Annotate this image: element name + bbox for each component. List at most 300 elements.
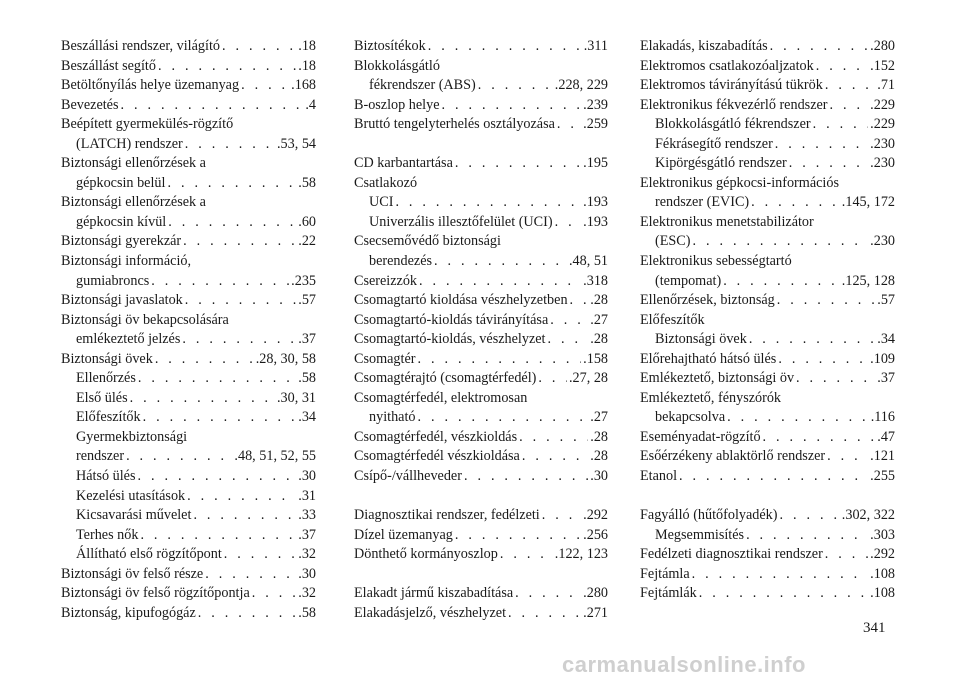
dot-leader	[143, 408, 297, 428]
entry-page-ref[interactable]: .27	[590, 311, 608, 328]
site-watermark: carmanualsonline.info	[562, 652, 806, 677]
dot-leader	[538, 369, 567, 389]
index-column-3	[640, 37, 895, 604]
dot-leader	[155, 350, 254, 370]
index-subentry[interactable]	[61, 408, 316, 428]
index-subentry[interactable]	[354, 76, 608, 96]
entry-term: nyitható	[369, 409, 416, 426]
page-number: 341	[863, 620, 886, 636]
entry-page-ref[interactable]: .4	[305, 96, 316, 113]
entry-page-ref[interactable]: .30	[298, 565, 316, 582]
entry-term: Beépített gyermekülés-rögzítő	[61, 116, 234, 133]
index-subentry	[61, 428, 316, 448]
index-entry[interactable]	[61, 232, 316, 252]
index-entry	[61, 193, 316, 213]
entry-term: Első ülés	[76, 389, 128, 406]
index-subentry[interactable]	[61, 526, 316, 546]
entry-term: Kezelési utasítások	[76, 487, 186, 504]
entry-page-ref[interactable]: .122, 123	[554, 546, 608, 563]
entry-term: Csípő-/vállheveder	[354, 468, 462, 485]
entry-term: B-oszlop helye	[354, 96, 440, 113]
index-entry[interactable]	[354, 506, 608, 526]
entry-page-ref[interactable]: .292	[870, 546, 895, 563]
dot-leader	[241, 76, 289, 96]
entry-term: Fékrásegítő rendszer	[655, 135, 773, 152]
dot-leader	[187, 487, 296, 507]
index-subentry[interactable]	[61, 369, 316, 389]
entry-term: CD karbantartása	[354, 155, 453, 172]
index-entry[interactable]	[354, 291, 608, 311]
dot-leader	[763, 428, 876, 448]
index-entry[interactable]	[61, 76, 316, 96]
dot-leader	[515, 584, 581, 604]
index-entry	[640, 213, 895, 233]
entry-page-ref[interactable]: .280	[583, 585, 608, 602]
entry-term: UCI	[369, 194, 394, 211]
index-subentry[interactable]	[640, 526, 895, 546]
entry-page-ref[interactable]: .235	[291, 272, 316, 289]
index-subentry[interactable]	[640, 232, 895, 252]
index-entry	[354, 232, 608, 252]
entry-page-ref[interactable]: .48, 51, 52, 55	[234, 448, 316, 465]
entry-term: Csomagtérfedél, elektromosan	[354, 389, 528, 406]
index-entry[interactable]	[640, 447, 895, 467]
entry-page-ref[interactable]: .303	[870, 526, 895, 543]
entry-term: Állítható első rögzítőpont	[76, 546, 222, 563]
dot-leader	[789, 154, 868, 174]
entry-term: Betöltőnyílás helye üzemanyag	[61, 77, 240, 94]
index-entry[interactable]	[354, 96, 608, 116]
dot-leader	[547, 330, 588, 350]
entry-page-ref[interactable]: .28	[590, 428, 608, 445]
index-column-1	[61, 37, 316, 623]
index-subentry[interactable]	[61, 272, 316, 292]
entry-term: Elakadt jármű kiszabadítása	[354, 585, 514, 602]
dot-leader	[827, 447, 868, 467]
index-subentry[interactable]	[61, 174, 316, 194]
index-entry[interactable]	[640, 76, 895, 96]
index-column-2	[354, 37, 608, 623]
dot-leader	[395, 193, 581, 213]
entry-term: Elektronikus gépkocsi-információs	[640, 174, 839, 191]
index-entry[interactable]	[640, 37, 895, 57]
dot-leader	[183, 232, 296, 252]
index-entry[interactable]	[354, 311, 608, 331]
index-entry[interactable]	[640, 545, 895, 565]
index-entry[interactable]	[354, 330, 608, 350]
dot-leader	[185, 135, 275, 155]
entry-term: Csomagtérfedél vészkioldása	[354, 448, 520, 465]
index-subentry[interactable]	[354, 252, 608, 272]
index-entry[interactable]	[640, 584, 895, 604]
entry-term: Csomagtérfedél, vészkioldás	[354, 428, 518, 445]
index-entry[interactable]	[354, 115, 608, 135]
entry-page-ref[interactable]: .280	[870, 38, 895, 54]
entry-term: Blokkolásgátló	[354, 57, 440, 74]
entry-term: Kipörgésgátló rendszer	[655, 155, 787, 172]
dot-leader	[557, 115, 581, 135]
entry-page-ref[interactable]: .58	[298, 174, 316, 191]
index-entry[interactable]	[354, 37, 608, 57]
entry-page-ref[interactable]: .271	[583, 604, 608, 621]
dot-leader	[428, 37, 582, 57]
entry-page-ref[interactable]: .30	[590, 468, 608, 485]
dot-leader	[777, 291, 876, 311]
index-entry[interactable]	[354, 428, 608, 448]
entry-term: Univerzális illesztőfelület (UCI)	[369, 213, 553, 230]
dot-leader	[813, 115, 869, 135]
dot-leader	[749, 330, 875, 350]
index-subentry[interactable]	[640, 408, 895, 428]
index-subentry[interactable]	[61, 545, 316, 565]
entry-term: Biztonsági öv felső rögzítőpontja	[61, 585, 250, 602]
dot-leader	[464, 467, 588, 487]
entry-term: Fagyálló (hűtőfolyadék)	[640, 507, 778, 524]
entry-page-ref[interactable]: .30, 31	[276, 389, 316, 406]
index-entry	[61, 311, 316, 331]
dot-leader	[692, 565, 869, 585]
dot-leader	[746, 526, 868, 546]
entry-term: Bevezetés	[61, 96, 119, 113]
entry-page-ref[interactable]: .37	[877, 370, 895, 387]
dot-leader	[121, 96, 304, 116]
entry-term: Kicsavarási művelet	[76, 507, 192, 524]
entry-term: (LATCH) rendszer	[76, 135, 183, 152]
entry-term: Elektronikus menetstabilizátor	[640, 213, 814, 230]
dot-leader	[727, 408, 869, 428]
dot-leader	[130, 389, 275, 409]
entry-page-ref[interactable]: .121	[870, 448, 895, 465]
entry-page-ref[interactable]: .230	[870, 155, 895, 172]
dot-leader	[252, 584, 297, 604]
dot-leader	[198, 604, 297, 624]
dot-leader	[138, 369, 296, 389]
index-entry[interactable]	[354, 154, 608, 174]
entry-page-ref[interactable]: .32	[298, 546, 316, 563]
entry-page-ref[interactable]: .28, 30, 58	[255, 350, 316, 367]
entry-term: Elektromos csatlakozóaljzatok	[640, 57, 814, 74]
entry-page-ref[interactable]: .108	[870, 565, 895, 582]
entry-term: Elektronikus sebességtartó	[640, 253, 792, 270]
section-gap	[354, 487, 608, 507]
dot-leader	[158, 57, 296, 77]
entry-page-ref[interactable]: .125, 128	[841, 272, 895, 289]
entry-term: Biztonsági övek	[61, 350, 153, 367]
dot-leader	[185, 291, 297, 311]
index-subentry[interactable]	[61, 487, 316, 507]
dot-leader	[692, 232, 868, 252]
entry-term: rendszer	[76, 448, 125, 465]
index-entry[interactable]	[61, 565, 316, 585]
index-subentry[interactable]	[61, 213, 316, 233]
index-entry[interactable]	[61, 37, 316, 57]
entry-page-ref[interactable]: .37	[298, 526, 316, 543]
entry-page-ref[interactable]: .71	[877, 77, 895, 94]
entry-term: Elakadásjelző, vészhelyzet	[354, 604, 507, 621]
index-entry[interactable]	[640, 369, 895, 389]
dot-leader	[419, 272, 581, 292]
index-entry[interactable]	[640, 565, 895, 585]
entry-term: Csecsemővédő biztonsági	[354, 233, 501, 250]
index-entry	[640, 311, 895, 331]
entry-page-ref[interactable]: .58	[298, 370, 316, 387]
entry-page-ref[interactable]: .168	[291, 77, 316, 94]
entry-term: bekapcsolva	[655, 409, 726, 426]
index-subentry[interactable]	[640, 193, 895, 213]
entry-term: gépkocsin belül	[76, 174, 166, 191]
index-entry	[640, 174, 895, 194]
entry-page-ref[interactable]: .22	[298, 233, 316, 250]
entry-term: Diagnosztikai rendszer, fedélzeti	[354, 507, 540, 524]
entry-page-ref[interactable]: .28	[590, 448, 608, 465]
entry-page-ref[interactable]: .58	[298, 604, 316, 621]
entry-term: Elektronikus fékvezérlő rendszer	[640, 96, 828, 113]
dot-leader	[570, 291, 589, 311]
index-entry[interactable]	[354, 604, 608, 624]
entry-page-ref[interactable]: .53, 54	[276, 135, 316, 152]
entry-term: Elakadás, kiszabadítás	[640, 38, 768, 54]
dot-leader	[417, 350, 581, 370]
entry-term: fékrendszer (ABS)	[369, 77, 476, 94]
index-subentry[interactable]	[354, 213, 608, 233]
entry-page-ref[interactable]: .31	[298, 487, 316, 504]
entry-term: Csomagtérajtó (csomagtérfedél)	[354, 370, 537, 387]
index-entry[interactable]	[354, 526, 608, 546]
entry-page-ref[interactable]: .195	[583, 155, 608, 172]
entry-term: Fejtámlák	[640, 585, 697, 602]
dot-leader	[140, 526, 296, 546]
index-entry	[640, 389, 895, 409]
entry-term: Etanol	[640, 468, 678, 485]
dot-leader	[455, 526, 581, 546]
index-entry[interactable]	[61, 350, 316, 370]
index-entry	[354, 389, 608, 409]
entry-term: Hátsó ülés	[76, 468, 136, 485]
entry-page-ref[interactable]: .239	[583, 96, 608, 113]
dot-leader	[418, 408, 589, 428]
entry-page-ref[interactable]: .34	[298, 409, 316, 426]
section-gap	[354, 135, 608, 155]
entry-term: Elektromos távirányítású tükrök	[640, 77, 823, 94]
dot-leader	[550, 311, 588, 331]
index-subentry[interactable]	[354, 193, 608, 213]
entry-page-ref[interactable]: .116	[870, 409, 895, 426]
entry-page-ref[interactable]: .255	[870, 468, 895, 485]
entry-page-ref[interactable]: .230	[870, 233, 895, 250]
dot-leader	[723, 272, 840, 292]
entry-page-ref[interactable]: .152	[870, 57, 895, 74]
entry-page-ref[interactable]: .302, 322	[841, 507, 895, 524]
entry-page-ref[interactable]: .37	[298, 331, 316, 348]
index-entry[interactable]	[354, 467, 608, 487]
entry-page-ref[interactable]: .193	[583, 213, 608, 230]
entry-term: emlékeztető jelzés	[76, 331, 181, 348]
entry-page-ref[interactable]: .311	[583, 38, 608, 54]
dot-leader	[224, 545, 296, 565]
dot-leader	[780, 506, 840, 526]
index-entry[interactable]	[640, 57, 895, 77]
entry-term: (ESC)	[655, 233, 691, 250]
entry-page-ref[interactable]: .27	[590, 409, 608, 426]
entry-term: Dízel üzemanyag	[354, 526, 453, 543]
entry-page-ref[interactable]: .28	[590, 331, 608, 348]
entry-page-ref[interactable]: .18	[298, 57, 316, 74]
entry-term: Emlékeztető, fényszórók	[640, 389, 782, 406]
index-entry	[61, 154, 316, 174]
entry-page-ref[interactable]: .32	[298, 585, 316, 602]
entry-term: rendszer (EVIC)	[655, 194, 750, 211]
entry-page-ref[interactable]: .145, 172	[841, 194, 895, 211]
index-subentry[interactable]	[640, 135, 895, 155]
entry-page-ref[interactable]: .158	[583, 350, 608, 367]
index-entry[interactable]	[354, 369, 608, 389]
index-subentry[interactable]	[61, 447, 316, 467]
entry-page-ref[interactable]: .33	[298, 507, 316, 524]
index-subentry[interactable]	[640, 115, 895, 135]
index-entry[interactable]	[640, 291, 895, 311]
index-subentry[interactable]	[61, 330, 316, 350]
entry-term: gumiabroncs	[76, 272, 150, 289]
entry-term: Dönthető kormányoszlop	[354, 546, 498, 563]
index-entry	[640, 252, 895, 272]
entry-page-ref[interactable]: .229	[870, 96, 895, 113]
dot-leader	[205, 565, 296, 585]
entry-page-ref[interactable]: .47	[877, 428, 895, 445]
dot-leader	[193, 506, 296, 526]
index-entry[interactable]	[640, 96, 895, 116]
entry-page-ref[interactable]: .18	[298, 38, 316, 54]
dot-leader	[168, 213, 296, 233]
entry-term: Csomagtartó-kioldás, vészhelyzet	[354, 331, 546, 348]
dot-leader	[699, 584, 868, 604]
index-entry[interactable]	[61, 584, 316, 604]
dot-leader	[434, 252, 567, 272]
dot-leader	[825, 545, 868, 565]
entry-page-ref[interactable]: .28	[590, 292, 608, 309]
index-entry[interactable]	[61, 291, 316, 311]
dot-leader	[167, 174, 296, 194]
entry-page-ref[interactable]: .229	[870, 116, 895, 133]
entry-term: Csatlakozó	[354, 174, 418, 191]
index-subentry[interactable]	[61, 389, 316, 409]
entry-page-ref[interactable]: .230	[870, 135, 895, 152]
entry-term: Előfeszítők	[640, 311, 705, 328]
entry-term: Bruttó tengelyterhelés osztályozása	[354, 116, 555, 133]
entry-term: Biztonsági ellenőrzések a	[61, 155, 206, 172]
index-entry[interactable]	[354, 350, 608, 370]
entry-term: Csereizzók	[354, 272, 418, 289]
section-gap	[354, 565, 608, 585]
index-entry[interactable]	[640, 350, 895, 370]
index-entry[interactable]	[61, 96, 316, 116]
index-entry	[354, 57, 608, 77]
entry-page-ref[interactable]: .57	[298, 292, 316, 309]
index-subentry[interactable]	[354, 408, 608, 428]
entry-term: Esőérzékeny ablaktörlő rendszer	[640, 448, 826, 465]
entry-page-ref[interactable]: .27, 28	[568, 370, 608, 387]
entry-term: Biztonsági ellenőrzések a	[61, 194, 206, 211]
dot-leader	[751, 193, 840, 213]
index-entry[interactable]	[61, 57, 316, 77]
index-subentry[interactable]	[61, 467, 316, 487]
index-entry[interactable]	[61, 604, 316, 624]
entry-page-ref[interactable]: .228, 229	[554, 77, 608, 94]
index-subentry[interactable]	[640, 272, 895, 292]
dot-leader	[542, 506, 581, 526]
entry-term: Ellenőrzések, biztonság	[640, 292, 775, 309]
entry-page-ref[interactable]: .48, 51	[568, 253, 608, 270]
dot-leader	[151, 272, 289, 292]
index-entry	[354, 174, 608, 194]
entry-term: Előfeszítők	[76, 409, 141, 426]
dot-leader	[126, 447, 232, 467]
entry-page-ref[interactable]: .109	[870, 350, 895, 367]
entry-term: Terhes nők	[76, 526, 139, 543]
index-subentry[interactable]	[640, 154, 895, 174]
dot-leader	[138, 467, 297, 487]
entry-term: Fejtámla	[640, 565, 690, 582]
index-entry[interactable]	[354, 584, 608, 604]
entry-term: berendezés	[369, 253, 433, 270]
entry-page-ref[interactable]: .108	[870, 585, 895, 602]
dot-leader	[770, 37, 869, 57]
dot-leader	[508, 604, 581, 624]
entry-term: Csomagtartó kioldása vészhelyzetben	[354, 292, 568, 309]
dot-leader	[522, 447, 588, 467]
entry-term: Biztonsági javaslatok	[61, 292, 183, 309]
entry-page-ref[interactable]: .57	[877, 292, 895, 309]
entry-term: Biztosítékok	[354, 38, 426, 54]
dot-leader	[442, 96, 582, 116]
entry-term: Gyermekbiztonsági	[76, 428, 188, 445]
entry-term: gépkocsin kívül	[76, 213, 167, 230]
index-subentry[interactable]	[61, 135, 316, 155]
entry-page-ref[interactable]: .318	[583, 272, 608, 289]
entry-term: Emlékeztető, biztonsági öv	[640, 370, 795, 387]
index-entry[interactable]	[640, 428, 895, 448]
entry-page-ref[interactable]: .193	[583, 194, 608, 211]
dot-leader	[519, 428, 588, 448]
index-entry[interactable]	[640, 467, 895, 487]
entry-term: Beszállási rendszer, világító	[61, 38, 220, 54]
entry-term: Biztonsági információ,	[61, 253, 192, 270]
entry-page-ref[interactable]: .292	[583, 507, 608, 524]
dot-leader	[825, 76, 875, 96]
index-entry[interactable]	[354, 272, 608, 292]
entry-page-ref[interactable]: .60	[298, 213, 316, 230]
entry-page-ref[interactable]: .34	[877, 331, 895, 348]
index-subentry[interactable]	[61, 506, 316, 526]
dot-leader	[222, 37, 296, 57]
entry-page-ref[interactable]: .259	[583, 116, 608, 133]
entry-term: Csomagtartó-kioldás távirányítása	[354, 311, 549, 328]
entry-page-ref[interactable]: .256	[583, 526, 608, 543]
dot-leader	[778, 350, 868, 370]
dot-leader	[830, 96, 869, 116]
entry-term: (tempomat)	[655, 272, 722, 289]
index-entry[interactable]	[354, 447, 608, 467]
dot-leader	[478, 76, 553, 96]
index-entry	[61, 115, 316, 135]
entry-term: Beszállást segítő	[61, 57, 156, 74]
entry-term: Megsemmisítés	[655, 526, 745, 543]
index-entry[interactable]	[640, 506, 895, 526]
index-entry[interactable]	[354, 545, 608, 565]
index-subentry[interactable]	[640, 330, 895, 350]
entry-page-ref[interactable]: .30	[298, 468, 316, 485]
dot-leader	[182, 330, 296, 350]
entry-term: Csomagtér	[354, 350, 416, 367]
